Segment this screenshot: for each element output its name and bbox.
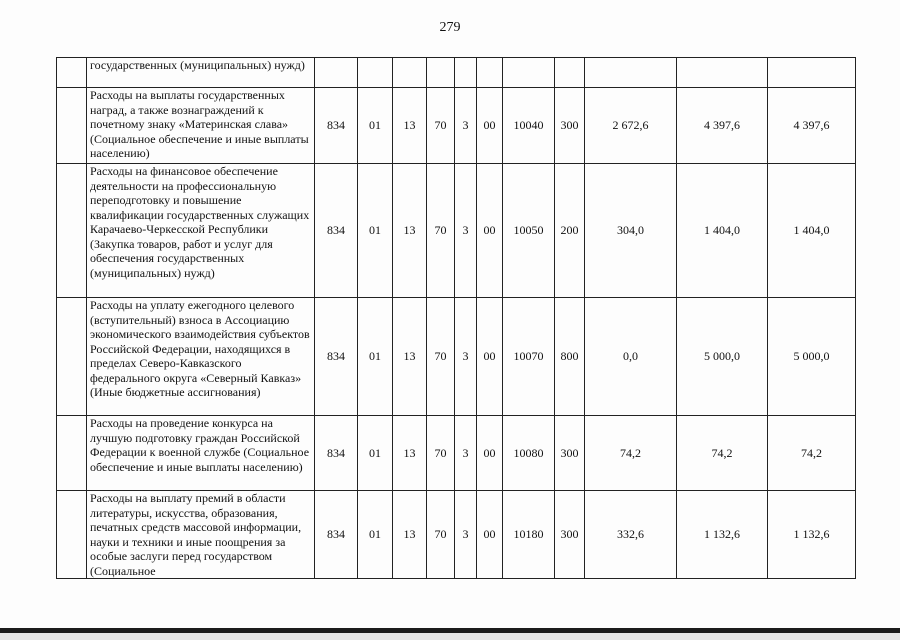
amount-year-3-cell: 74,2	[768, 416, 856, 491]
amount-year-3-cell: 4 397,6	[768, 88, 856, 164]
row-index-cell	[57, 416, 87, 491]
section-code-cell: 01	[358, 164, 393, 298]
subsection-code-cell	[393, 58, 427, 88]
direction-code-cell: 10070	[503, 298, 555, 416]
amount-year-2-cell: 1 404,0	[677, 164, 768, 298]
section-code-cell: 01	[358, 88, 393, 164]
event-code-cell: 00	[477, 88, 503, 164]
section-code-cell: 01	[358, 298, 393, 416]
ministry-code-cell: 834	[315, 416, 358, 491]
amount-year-2-cell: 1 132,6	[677, 491, 768, 579]
subsection-code-cell: 13	[393, 88, 427, 164]
subprogram-code-cell: 3	[455, 164, 477, 298]
program-code-cell: 70	[427, 491, 455, 579]
subsection-code-cell: 13	[393, 491, 427, 579]
page-bottom-margin	[0, 633, 900, 640]
ministry-code-cell: 834	[315, 298, 358, 416]
page-number: 279	[439, 20, 461, 35]
amount-year-2-cell: 5 000,0	[677, 298, 768, 416]
subprogram-code-cell: 3	[455, 88, 477, 164]
section-code-cell: 01	[358, 416, 393, 491]
table-row	[57, 491, 856, 579]
row-index-cell	[57, 298, 87, 416]
subprogram-code-cell: 3	[455, 298, 477, 416]
table-row	[57, 416, 856, 491]
subsection-code-cell: 13	[393, 164, 427, 298]
amount-year-1-cell: 74,2	[585, 416, 677, 491]
section-code-cell: 01	[358, 491, 393, 579]
program-code-cell: 70	[427, 416, 455, 491]
expense-name-cell: Расходы на финансовое обеспечение деятельности на профессиональную переподготовку и повышение квалификации государственных служащих Карачаево-Черкесской Республики (Закупка товаров, работ и услуг для обеспечения государственных (муниципальных) нужд)	[87, 164, 315, 298]
amount-year-3-cell: 5 000,0	[768, 298, 856, 416]
expense-type-cell	[555, 58, 585, 88]
subsection-code-cell: 13	[393, 416, 427, 491]
expense-type-cell: 200	[555, 164, 585, 298]
amount-year-1-cell: 332,6	[585, 491, 677, 579]
expense-type-cell: 300	[555, 88, 585, 164]
amount-year-2-cell: 74,2	[677, 416, 768, 491]
expense-name-cell: государственных (муниципальных) нужд)	[87, 58, 315, 88]
expense-name-cell: Расходы на выплаты государственных наград, а также вознаграждений к почетному знаку «Материнская слава» (Социальное обеспечение и иные выплаты населению)	[87, 88, 315, 164]
ministry-code-cell: 834	[315, 164, 358, 298]
expense-type-cell: 800	[555, 298, 585, 416]
table-row	[57, 298, 856, 416]
expense-name-cell: Расходы на выплату премий в области литературы, искусства, образования, печатных средств массовой информации, науки и техники и иные поощрения за особые заслуги перед государством (Социальное	[87, 491, 315, 579]
expense-name-cell: Расходы на проведение конкурса на лучшую подготовку граждан Российской Федерации к военной службе (Социальное обеспечение и иные выплаты населению)	[87, 416, 315, 491]
program-code-cell: 70	[427, 298, 455, 416]
event-code-cell	[477, 58, 503, 88]
row-index-cell	[57, 491, 87, 579]
expense-type-cell: 300	[555, 416, 585, 491]
subprogram-code-cell: 3	[455, 416, 477, 491]
amount-year-1-cell: 2 672,6	[585, 88, 677, 164]
table-row	[57, 88, 856, 164]
subsection-code-cell: 13	[393, 298, 427, 416]
event-code-cell: 00	[477, 416, 503, 491]
event-code-cell: 00	[477, 298, 503, 416]
direction-code-cell: 10050	[503, 164, 555, 298]
budget-table	[56, 57, 856, 579]
amount-year-1-cell: 304,0	[585, 164, 677, 298]
event-code-cell: 00	[477, 164, 503, 298]
program-code-cell	[427, 58, 455, 88]
direction-code-cell: 10040	[503, 88, 555, 164]
row-index-cell	[57, 58, 87, 88]
direction-code-cell: 10180	[503, 491, 555, 579]
subprogram-code-cell: 3	[455, 491, 477, 579]
direction-code-cell: 10080	[503, 416, 555, 491]
direction-code-cell	[503, 58, 555, 88]
program-code-cell: 70	[427, 88, 455, 164]
ministry-code-cell	[315, 58, 358, 88]
amount-year-2-cell: 4 397,6	[677, 88, 768, 164]
ministry-code-cell: 834	[315, 491, 358, 579]
program-code-cell: 70	[427, 164, 455, 298]
amount-year-2-cell	[677, 58, 768, 88]
row-index-cell	[57, 164, 87, 298]
table-row	[57, 164, 856, 298]
subprogram-code-cell	[455, 58, 477, 88]
event-code-cell: 00	[477, 491, 503, 579]
amount-year-1-cell	[585, 58, 677, 88]
section-code-cell	[358, 58, 393, 88]
row-index-cell	[57, 88, 87, 164]
amount-year-1-cell: 0,0	[585, 298, 677, 416]
table-row	[57, 58, 856, 88]
expense-type-cell: 300	[555, 491, 585, 579]
expense-name-cell: Расходы на уплату ежегодного целевого (вступительный) взноса в Ассоциацию экономического взаимодействия субъектов Российской Федерации, находящихся в пределах Северо-Кавказского федерального округа «Северный Кавказ» (Иные бюджетные ассигнования)	[87, 298, 315, 416]
amount-year-3-cell: 1 132,6	[768, 491, 856, 579]
amount-year-3-cell: 1 404,0	[768, 164, 856, 298]
ministry-code-cell: 834	[315, 88, 358, 164]
amount-year-3-cell	[768, 58, 856, 88]
